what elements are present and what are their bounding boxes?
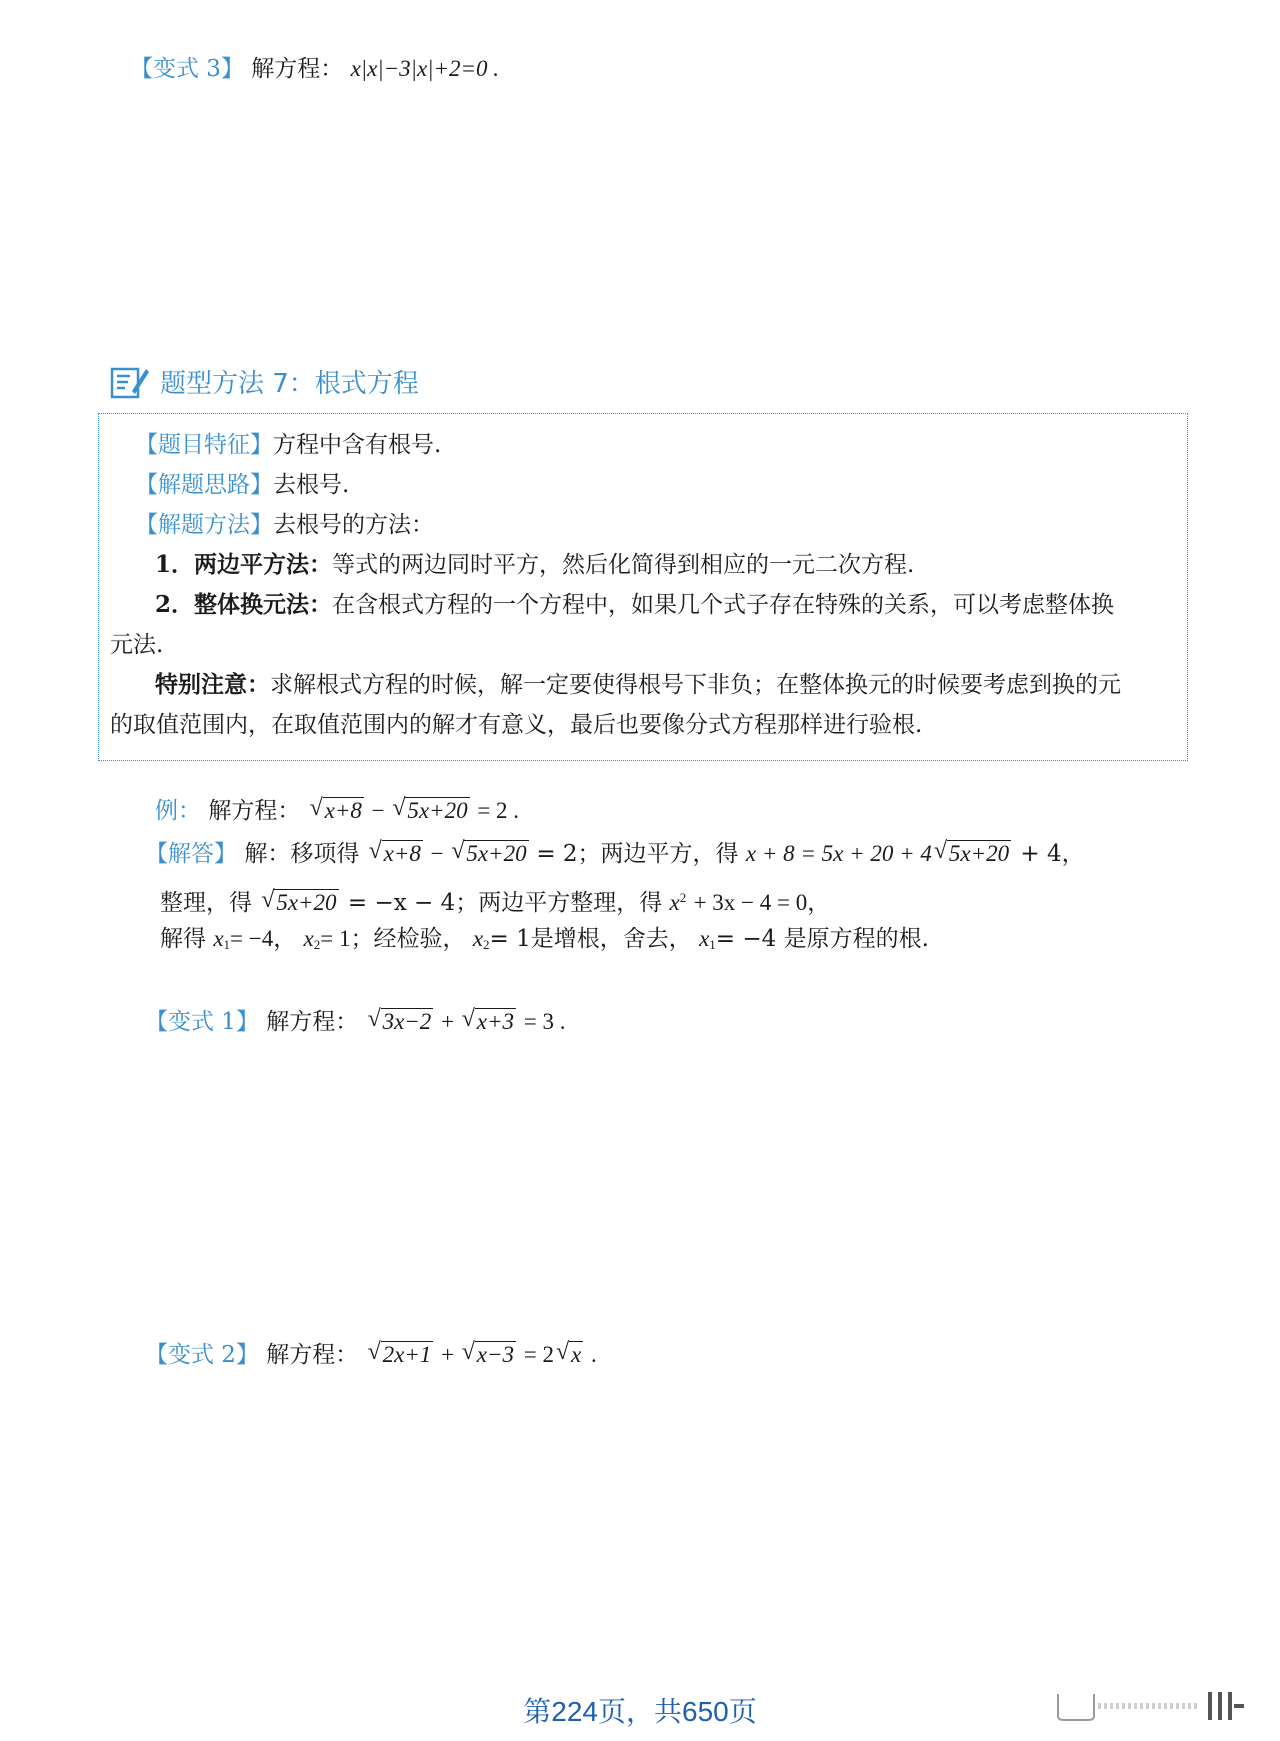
variant1-line: 【变式 1】 解方程： √ 3x−2 + √ x+3 = 3 . [145, 1005, 566, 1039]
answer-l1-c: x + 8 = 5x + 20 + 4 [745, 841, 932, 866]
method-item-2-cont: 元法. [110, 632, 164, 658]
answer-l2-b: = −x − 4；两边平方整理，得 [347, 890, 663, 916]
variant2-line: 【变式 2】 解方程： √ 2x+1 + √ x−3 = 2 √ x . [145, 1338, 597, 1372]
variant3-tag: 【变式 3】 [130, 56, 244, 82]
answer-tag: 【解答】 [145, 841, 237, 867]
idea-text: 去根号. [273, 472, 350, 498]
note-cont: 的取值范围内，在取值范围内的解才有意义，最后也要像分式方程那样进行验根. [110, 712, 923, 738]
method-item-1-label: 1．两边平方法： [155, 551, 333, 578]
sqrt-expression: √ 3x−2 [367, 1006, 432, 1034]
answer-l3-b: = −4， [230, 926, 297, 951]
feature-line [135, 428, 441, 462]
sqrt-expression: √ 5x+20 [261, 887, 337, 915]
feature-tag: 【题目特征】 [135, 432, 273, 458]
note-label: 特别注意： [155, 671, 270, 698]
sqrt-expression: √ 5x+20 [392, 795, 468, 823]
idea-tag: 【解题思路】 [135, 472, 273, 498]
method-item-2-label: 2．整体换元法： [155, 591, 333, 618]
variant3-label: 解方程： [251, 56, 344, 82]
answer-l2-a: 整理，得 [160, 890, 252, 916]
sqrt-expression: √ 5x+20 [451, 838, 527, 866]
feature-text: 方程中含有根号. [273, 432, 442, 458]
variant1-label: 解方程： [266, 1009, 359, 1035]
answer-l1-a: 解：移项得 [244, 841, 360, 867]
example-tag: 例： [155, 798, 201, 824]
example-line: 例： 解方程： √ x+8 − √ 5x+20 = 2 . [155, 794, 519, 828]
page-scroll-control[interactable] [1048, 1686, 1248, 1726]
page-indicator: 第224页，共650页 [523, 1696, 757, 1727]
sqrt-expression: √ x−3 [461, 1339, 515, 1367]
section-title: 题型方法 7：根式方程 [160, 369, 419, 399]
example-label: 解方程： [208, 798, 301, 824]
variant1-tag: 【变式 1】 [145, 1009, 259, 1035]
answer-line-3: 解得 $x_1= -4$， $x_2= 1$；经检验， $x_2= 1$是增根，舍去， $x_1= -4$ 是原方程的根. [160, 926, 929, 952]
sqrt-expression: √ x [556, 1339, 582, 1367]
variant2-end: . [590, 1342, 597, 1367]
variant2-tag: 【变式 2】 [145, 1342, 259, 1368]
notepad-pencil-icon [110, 363, 150, 399]
sqrt-expression: √ x+8 [309, 795, 362, 823]
answer-l3-d: = 1是增根，舍去， [489, 926, 692, 952]
answer-l2-c: + 3x − 4 = 0， [693, 890, 831, 915]
method-item-2-text: 在含根式方程的一个方程中，如果几个式子存在特殊的关系，可以考虑整体换 [332, 592, 1115, 618]
variant2-rhs: = 2 [523, 1342, 555, 1367]
variant3-line [130, 52, 499, 86]
variant3-equation: x|x|−3|x|+2=0 . [350, 56, 500, 81]
sqrt-expression: √ x+8 [368, 838, 421, 866]
method-item-1 [155, 548, 914, 582]
sqrt-expression: √ 2x+1 [367, 1339, 432, 1367]
variant2-label: 解方程： [266, 1342, 359, 1368]
method-item-1-text: 等式的两边同时平方，然后化简得到相应的一元二次方程. [332, 552, 915, 578]
answer-l3-e: = −4 是原方程的根. [715, 926, 929, 952]
note-line [155, 668, 1121, 702]
variant1-rhs: = 3 . [523, 1009, 566, 1034]
answer-line-1: 【解答】 解：移项得 √ x+8 − √ 5x+20 = 2；两边平方，得 x + 8 = 5x + 20 + 4 √ 5x+20 + 4， [145, 837, 1085, 871]
example-rhs: = 2 . [477, 798, 520, 823]
answer-line-2: 整理，得 √ 5x+20 = −x − 4；两边平方整理，得 $x^2 + 3x - 4 = 0$， [160, 881, 830, 920]
method-line [135, 508, 434, 542]
note-text: 求解根式方程的时候，解一定要使得根号下非负；在整体换元的时候要考虑到换的元 [270, 672, 1121, 698]
method-item-2 [155, 588, 1114, 622]
answer-l1-b: = 2；两边平方，得 [536, 841, 739, 867]
sqrt-expression: √ 5x+20 [933, 838, 1010, 866]
answer-l1-d: + 4， [1020, 841, 1085, 867]
method-text: 去根号的方法： [273, 512, 434, 538]
answer-l3-c: = 1；经检验， [320, 926, 466, 951]
method-tag: 【解题方法】 [135, 512, 273, 538]
sqrt-expression: √ x+3 [461, 1006, 515, 1034]
idea-line [135, 468, 349, 502]
answer-l3-a: 解得 [160, 926, 206, 952]
